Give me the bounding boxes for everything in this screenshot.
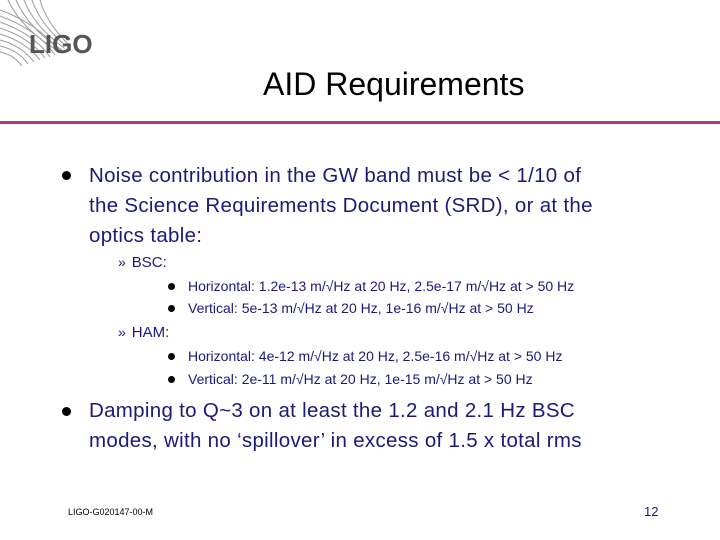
bullet-icon <box>62 171 71 180</box>
sub-bullet-label: BSC: <box>131 254 167 271</box>
page-number: 12 <box>644 504 659 519</box>
page-title: AID Requirements <box>263 66 525 102</box>
logo-wordmark: LIGO <box>29 29 93 59</box>
bullet-1-line-2: the Science Requirements Document (SRD), or at the <box>89 194 593 217</box>
ligo-logo <box>0 0 170 80</box>
bsc-vertical: Vertical: 5e-13 m/√Hz at 20 Hz, 1e-16 m/√Hz at > 50 Hz <box>188 300 534 316</box>
ligo-logo-graphic <box>0 0 170 80</box>
bullet-2-line-2: modes, with no ‘spillover’ in excess of 1.5 x total rms <box>89 429 582 452</box>
bsc-horizontal: Horizontal: 1.2e-13 m/√Hz at 20 Hz, 2.5e-17 m/√Hz at > 50 Hz <box>188 278 575 294</box>
bullet-icon <box>168 283 175 290</box>
bullet-1-line-3: optics table: <box>89 224 203 247</box>
ham-vertical: Vertical: 2e-11 m/√Hz at 20 Hz, 1e-15 m/√Hz at > 50 Hz <box>188 371 533 387</box>
document-id: LIGO-G020147-00-M <box>68 507 154 517</box>
sub-bullet-bsc <box>118 252 167 273</box>
chevron-icon: » <box>118 254 126 270</box>
ham-horizontal: Horizontal: 4e-12 m/√Hz at 20 Hz, 2.5e-16 m/√Hz at > 50 Hz <box>188 348 563 364</box>
bullet-icon <box>62 407 71 416</box>
bullet-1-line-1: Noise contribution in the GW band must be < 1/10 of <box>89 164 582 187</box>
bullet-2-line-1: Damping to Q~3 on at least the 1.2 and 2.1 Hz BSC <box>89 399 575 422</box>
bullet-icon <box>168 305 175 312</box>
bullet-icon <box>168 353 175 360</box>
title-divider <box>0 121 720 124</box>
bullet-icon <box>168 376 175 383</box>
sub-bullet-label: HAM: <box>131 324 170 341</box>
chevron-icon: » <box>118 324 126 340</box>
sub-bullet-ham <box>118 322 169 343</box>
